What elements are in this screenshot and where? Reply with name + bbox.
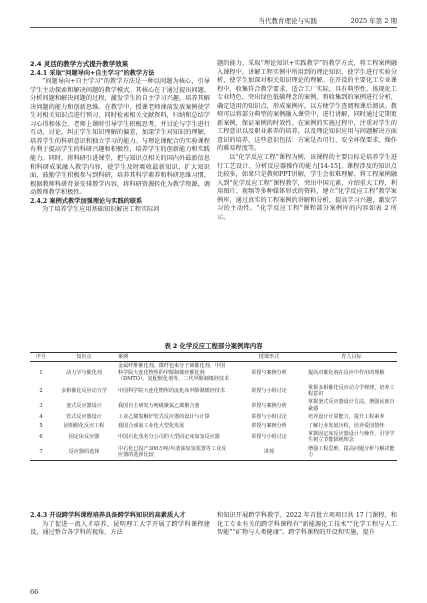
table-cell: 讲授与小组讨论 — [251, 414, 287, 421]
table-cell: 掌握釜式反应器设计方法，增强民族自豪感 — [308, 399, 395, 412]
page-number: 66 — [30, 588, 39, 596]
table-cell: 我国合成氨工业化大型化发展 — [118, 422, 185, 429]
table-cell: 中国科学院大连化物所的流化床甲醇制烯烃技术 — [118, 387, 225, 394]
col-header: 序号 — [30, 353, 52, 362]
table-cell: 增强工程思维，提高问题分析与解决能力 — [306, 445, 397, 460]
table-row — [30, 362, 397, 384]
table-row — [30, 413, 397, 421]
paragraph: 为了促进一流人才培养，昆明理工大学开展了跨学科课程建设，通过整合各学科的视角、方法 — [30, 520, 210, 537]
left-column — [30, 60, 210, 215]
col-header: 授课形式 — [232, 353, 306, 362]
table-cell: 3 — [39, 402, 43, 409]
paragraph: 为了培养学生应用基础知识解决工程实际问 — [42, 206, 160, 214]
col-header: 育人目标 — [306, 353, 397, 362]
journal-name: 当代教育理论与实践 — [258, 17, 317, 25]
table-cell: 中国石化茂名分公司的大型固定床加氢反应器 — [118, 434, 220, 441]
table-cell: 了解行业发展历程，培养爱国情怀 — [308, 422, 385, 429]
table-row — [30, 430, 397, 445]
paragraph: 题的能力，采取“理论知识+实践教学”的教学方式，将工程案例融入课程中，讲解工程实例中所用到的理论知识，使学生进行实验分析，使学生加深对相关知识理论的理解。在开设的主要化工专业课程中，收集符合教学要求、适合工厂实际、具有典型性、体现化工专业特色、突出绿色低碳理念的案例。将收集到的案例进行分析，确定适用的知识点，形成案例库，以方便学生查阅和课后阅读。教师可以将部分典型的案例融入课堂中，进行讲解，同时通过定期更新案例，保证案例的时效性。在案例的实施过程中，注重对学生的工程意识以及职业素养的培养，以及理论知识应用与问题解决方面意识的培养，这些意识包括：方案是否可行、安全环保要求、操作的难易程度等。 — [217, 60, 397, 153]
right-column-bottom — [217, 512, 397, 538]
table-cell: 固定床反应器 — [68, 434, 100, 441]
table-cell: 釜式反应器设计 — [66, 402, 102, 409]
table-cell: 多相催化反应动力学 — [61, 387, 107, 394]
table-cell: 4 — [39, 414, 43, 421]
header-rule — [30, 27, 397, 28]
table-cell: 讲授与案例分析 — [251, 402, 287, 409]
issue-number: 2025 年第 2 期 — [350, 17, 397, 25]
subsection-heading: 2.4.2 案例式教学加强理论与实践的联系 — [30, 197, 143, 205]
table-row — [30, 384, 397, 399]
right-column — [217, 60, 397, 222]
paragraph: 以“化学反应工程”课程为例，该课程的主要目标是培养学生进行工艺设计、分析反应器操作的能力[14-15]。课程涉及的知识点比较多，如果只是教师PPT讲解，学生会很难理解。将工程案例融入到“化学反应工程”课程教学，突出中国元素、介绍重大工程，利用图片、视频等多种媒体形式的资料，建立“化学反应工程”教学案例库，通过真实的工程案例的讲解和分析，提高学习兴趣，激发学习的主动性。“化学反应工程”课程部分案例库的内容如表 2 所示。 — [217, 154, 397, 221]
table-cell: 6 — [39, 434, 43, 441]
table-cell: 5 — [39, 422, 43, 429]
table-cell: 掌握固定床反应器设计与操作，引导学生树立节能降耗理念 — [308, 431, 395, 444]
paragraph: 和知识开展跨学科教学。2022 年首批立项项目共 17 门课程，和化工专业有关的跨学科课程有“新能源化工技术”“化学工程与人工智能”“矿物与人类健康”。跨学科课程的开设和实施，提升 — [217, 512, 397, 537]
table-cell: 中石化已投产300万吨/年渣油加氢装置等工业反应器的选择比较 — [116, 445, 232, 460]
table-row — [30, 398, 397, 413]
table-cell: 提高对催化剂在反应中作用的理解 — [308, 369, 385, 376]
table-row — [30, 445, 397, 460]
table-cell: 我国自主研发万吨级聚氯乙烯聚合釜 — [118, 402, 200, 409]
col-header: 知识点 — [52, 353, 116, 362]
table-cell: 讲授与案例分析 — [251, 422, 287, 429]
table-row — [30, 422, 397, 430]
table-cell: 掌握多相催化反应动力学规律，培养工程意识 — [308, 384, 395, 398]
table-cell: 反应器的选择 — [52, 445, 116, 460]
table-header-row — [30, 353, 397, 362]
table-cell: 管式反应器设计 — [66, 414, 102, 421]
table-cell: 工业乙烯裂解炉管式反应器的设计与计算 — [118, 414, 210, 421]
left-column-bottom — [30, 512, 210, 538]
table-cell: 培养设计计算能力，提升工程素养 — [308, 414, 385, 421]
table-cell: 讲授与小组讨论 — [251, 387, 287, 394]
col-header: 案例 — [116, 353, 232, 362]
table-cell: 7 — [30, 445, 52, 460]
table-cell: 动力学与催化剂 — [66, 369, 102, 376]
table-cell: 2 — [39, 387, 43, 394]
table-cell: 讲授与小组讨论 — [251, 434, 287, 441]
section-heading: 2.4 灵活的教学方式提升教学效果 — [30, 60, 129, 68]
paragraph: “问题导向+自主学习”的教学方法是一种以问题为核心，引导学生主动探索和解决问题的教学模式。其核心在于通过提出问题、分析问题和解决问题的过程，激发学生的自主学习兴趣，培养其解决问题的能力和创新思维。在教学中，授课老师课前发放案例使学生对相关知识点进行预习，同时检索相关文献资料，归纳和总结学习心得和体会。老师上课时引导学生积极思考，并讨论与学生进行互动、讨论，纠正学生知识理解的偏差，加深学生对知识的理解，培养学生的科研意识和独立学习的能力。与理论课配合的实验课程有利于提高学生的科研兴趣和积极性，培养学生的创新能力和实践能力。同时，将科研引进课堂，把与知识点相关的国内外最新信息和科研成果融入教学内容，使学生及时吸收最新知识、扩大知识面，鼓励学生积极参与到科研，培养其科学素养和科研思维习惯。根据教师科研背景安排教学内容，将科研资源转化为教学资源，调动教师教学积极性。 — [30, 78, 210, 197]
table-cell: 金属纤维催化剂、微纤包束分子筛催化剂、中国科学院大连化物所的甲醇制烯烃催化剂（DMTO）、复配催化剂等、二代甲醇制烯烃技术 — [118, 363, 230, 383]
running-header — [30, 14, 397, 24]
table-cell: 1 — [39, 369, 43, 376]
subsection-heading: 2.4.1 采取“问题导向+自主学习”的教学方法 — [30, 69, 155, 77]
table-cell: 固相催化反应工程 — [63, 422, 105, 429]
subsection-heading: 2.4.3 开设跨学科课程培养具备跨学科知识的高素质人才 — [30, 512, 186, 519]
case-library-table — [30, 352, 397, 461]
table-caption: 表 2 化学反应工程部分案例库内容 — [164, 342, 263, 350]
table-cell: 讲授 — [232, 445, 306, 460]
table-cell: 讲授与案例分析 — [251, 369, 287, 376]
